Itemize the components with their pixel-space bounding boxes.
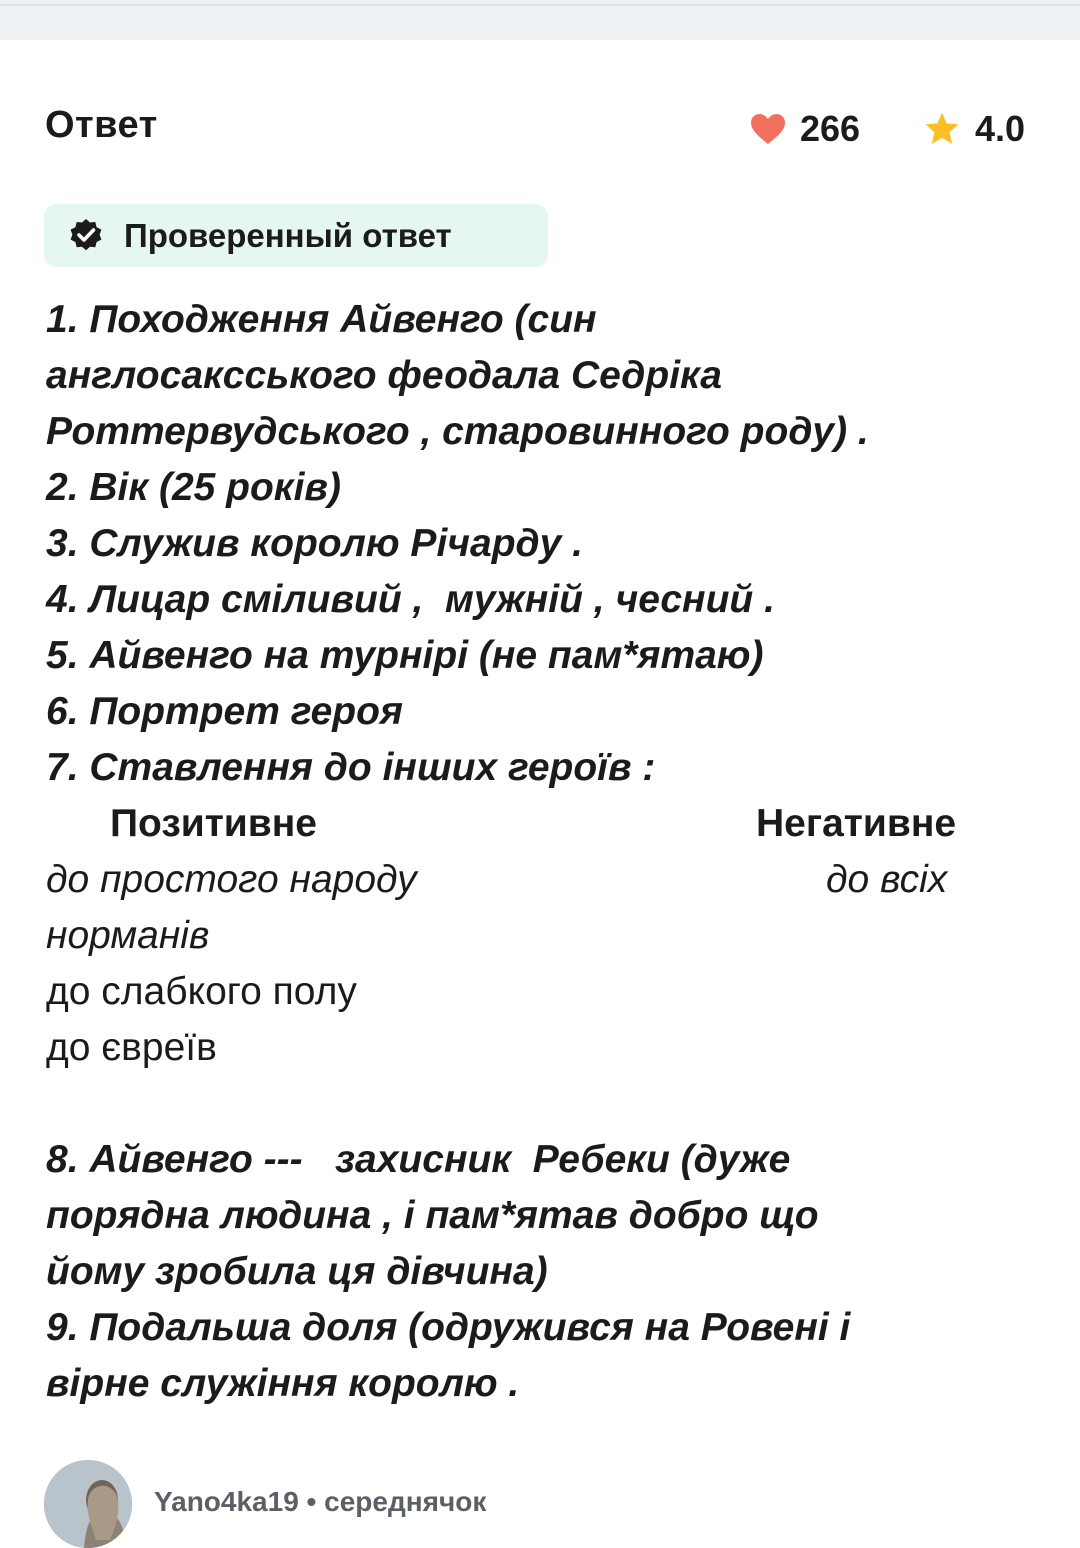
- answer-line: 9. Подальша доля (одружився на Ровені і: [46, 1306, 851, 1349]
- answer-header: [45, 100, 1035, 156]
- positive-header: Позитивне: [110, 802, 317, 845]
- verified-check-icon: [44, 218, 104, 254]
- blank-line: [46, 1076, 1041, 1132]
- likes-count: 266: [800, 108, 861, 149]
- star-icon: [923, 111, 961, 147]
- answer-line: йому зробила ця дівчина): [46, 1250, 548, 1293]
- negative-item: до всіх: [826, 858, 948, 901]
- answer-line: 2. Вік (25 років): [46, 466, 341, 509]
- attitude-row: норманів: [46, 914, 210, 957]
- top-band: [0, 0, 1080, 40]
- attitude-row: до євреїв: [46, 1026, 217, 1069]
- answer-line: порядна людина , і пам*ятав добро що: [46, 1194, 819, 1237]
- answer-author[interactable]: [44, 1460, 1034, 1540]
- attitude-row: до слабкого полу: [46, 970, 357, 1013]
- rating-value: 4.0: [975, 108, 1026, 149]
- answer-line: вірне служіння королю .: [46, 1362, 520, 1405]
- answer-line: 4. Лицар сміливий , мужній , чесний .: [46, 578, 775, 621]
- answer-line: 1. Походження Айвенго (син: [46, 298, 597, 341]
- attitude-row: [46, 852, 1041, 908]
- answer-line: 5. Айвенго на турнірі (не пам*ятаю): [46, 634, 764, 677]
- answer-body: [46, 292, 1041, 1412]
- verified-answer-badge: [44, 204, 548, 267]
- negative-header: Негативне: [756, 802, 957, 845]
- answer-title: Ответ: [45, 104, 158, 146]
- heart-icon: [750, 113, 786, 145]
- avatar[interactable]: [44, 1460, 132, 1548]
- positive-item: до простого народу: [46, 858, 417, 901]
- answer-line: 3. Служив королю Річарду .: [46, 522, 583, 565]
- top-divider: [0, 4, 1080, 6]
- answer-line: 6. Портрет героя: [46, 690, 403, 733]
- rating-display: [923, 108, 1025, 150]
- answer-line: Роттервудського , старовинного роду) .: [46, 410, 869, 453]
- answer-line: англосаксського феодала Седріка: [46, 354, 722, 397]
- likes-counter[interactable]: [750, 108, 860, 150]
- answer-line: 7. Ставлення до інших героїв :: [46, 746, 656, 789]
- attitude-table-header: [46, 796, 1041, 852]
- author-name[interactable]: Yano4ka19 • середнячок: [154, 1486, 487, 1517]
- answer-line: 8. Айвенго --- захисник Ребеки (дуже: [46, 1138, 791, 1181]
- verified-answer-label: Проверенный ответ: [124, 216, 452, 254]
